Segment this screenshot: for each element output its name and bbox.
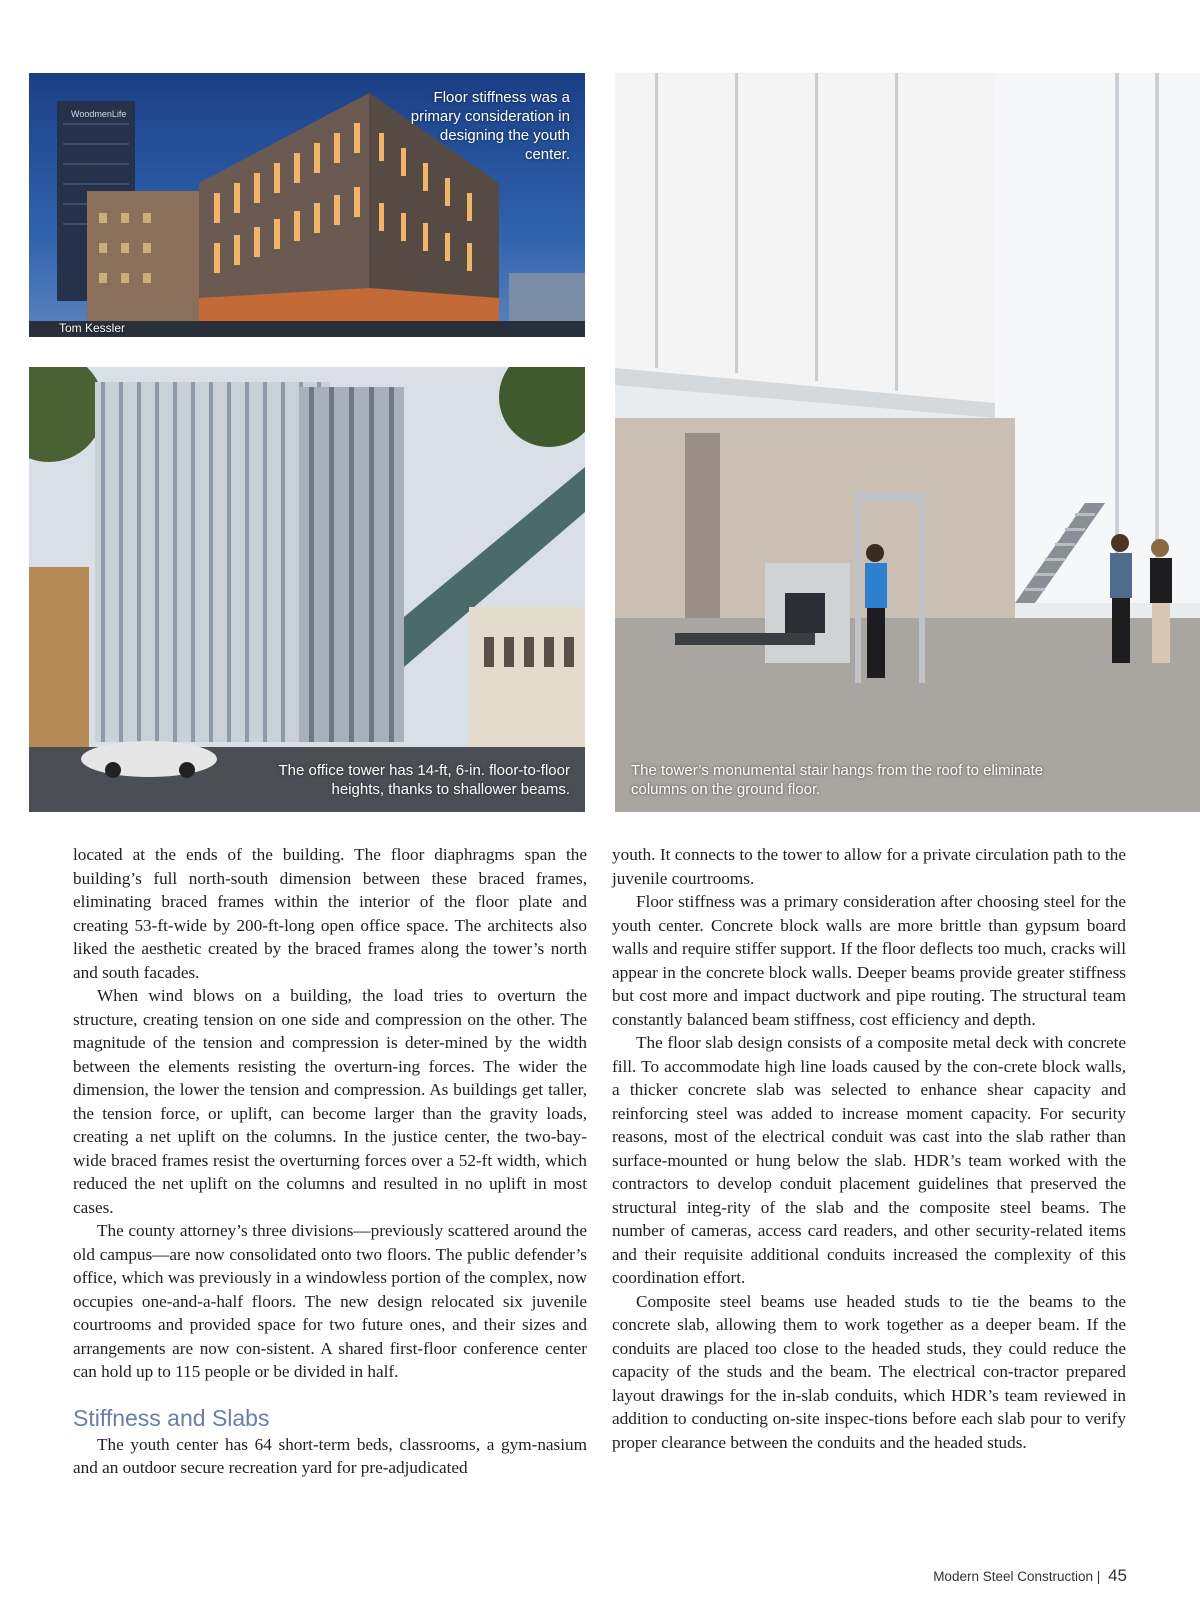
photo-caption-office-tower: The office tower has 14-ft, 6-in. floor-to-floor heights, thanks to shallower beams. [278,762,570,798]
article-left-column [73,843,587,1480]
right-paragraph-2: Floor stiffness was a primary consideration after choosing steel for the youth center. Concrete block walls are more brittle than gypsum board walls and require stiffer support. If the floor deflects too much, cracks will appear in the concrete block walls. Deeper beams provide greater stiffness but cost more and impact ductwork and pipe routing. The structural team constantly balanced beam stiffness, cost efficiency and depth. [612,892,1126,1029]
photo-office-tower [29,367,585,812]
left-paragraph-3: The county attorney’s three divisions—previously scattered around the old campus—are now consolidated onto two floors. The public defender’s office, which was previously in a windowless portion of the complex, now occupies one-and-a-half floors. The new design relocated six juvenile courtrooms and provided space for two future ones, and their sizes and arrangements are now con-sistent. A shared first-floor conference center can hold up to 115 people or be divided in half. [73,1221,587,1381]
tower-sign-text: WoodmenLife [71,109,127,119]
right-paragraph-4: Composite steel beams use headed studs to tie the beams to the concrete slab, allowing them to work together as a deeper beam. If the conduits are placed too close to the headed studs, they could reduce the capacity of the studs and the beam. The electrical con-tractor prepared layout drawings for the in-slab conduits, which HDR’s team reviewed in addition to conducting on-site inspec-tions before each slab pour to verify proper clearance between the conduits and the headed studs. [612,1291,1126,1452]
left-paragraph-4: The youth center has 64 short-term beds, classrooms, a gym-nasium and an outdoor secure recreation yard for pre-adjudicated [73,1434,587,1477]
page-footer [933,1566,1127,1586]
right-paragraph-3: The floor slab design consists of a composite metal deck with concrete fill. To accommodate high line loads caused by the con-crete block walls, a thicker concrete slab was selected to enhance shear capacity and reinforcing steel was added to increase moment capacity. For security reasons, most of the electrical conduit was cast into the slab rather than surface-mounted or hung below the slab. HDR’s team worked with the contractors to develop conduit placement guidelines that preserved the structural integ-rity of the slab and the composite steel beams. The number of cameras, access card readers, and other security-related items and their requisite additional conduits increased the complexity of this coordination effort. [612,1033,1126,1287]
article-right-column [612,843,1126,1454]
photo-caption-exterior: Floor stiffness was a primary consideration in designing the youth center. [410,89,570,163]
photo-lobby-stair [615,73,1200,812]
photo-credit: Tom Kessler [59,321,126,335]
left-paragraph-2: When wind blows on a building, the load tries to overturn the structure, creating tension on one side and compression on the other. The magnitude of the tension and compression is deter-mined by the width between the elements resisting the overturn-ing forces. The wider the dimension, the lower the tension and compression. As buildings get taller, the tension force, or uplift, can become larger than the gravity loads, creating a net uplift on the columns. In the justice center, the two-bay-wide braced frames resist the overturning forces over a 52-ft width, which reduced the net uplift on the columns and resulted in no uplift in most cases. [73,986,587,1217]
publication-name: Modern Steel Construction [933,1569,1094,1584]
left-paragraph-1: located at the ends of the building. The floor diaphragms span the building’s full north-south dimension between these braced frames, eliminating braced frames within the interior of the floor plate and creating 53-ft-wide by 200-ft-long open office space. The architects also liked the aesthetic created by the braced frames along the tower’s north and south facades. [73,845,587,982]
photo-caption-lobby-stair: The tower’s monumental stair hangs from the roof to eliminate columns on the ground floor. [631,762,1044,798]
page-number: 45 [1108,1566,1127,1585]
footer-separator: | [1096,1569,1101,1584]
section-heading: Stiffness and Slabs [73,1404,270,1431]
right-paragraph-1: youth. It connects to the tower to allow for a private circulation path to the juvenile courtrooms. [612,845,1126,888]
